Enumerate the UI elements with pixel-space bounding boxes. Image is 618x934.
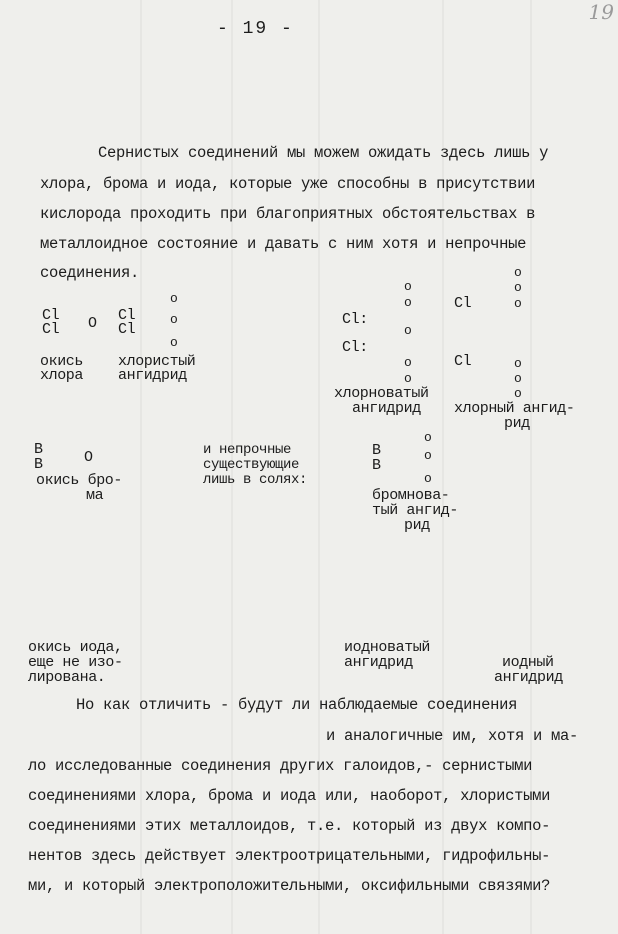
formula-cl2o3-cl-bottom: Cl (118, 321, 136, 338)
closing-line-2: и аналогичные им, хотя и ма- (326, 727, 579, 745)
intro-line-3: кислорода проходить при благоприятных обстоятельствах в (40, 205, 536, 223)
intro-line-1: Сернистых соединений мы можем ожидать здесь лишь у (98, 144, 549, 162)
formula-br2o5-b-bottom: B (372, 457, 381, 474)
formula-br2o-b-top: B (34, 441, 43, 458)
formula-cl2o-cl-bottom: Cl (42, 321, 60, 338)
label-perchloric-anhydride-1: хлорный ангид- (454, 400, 575, 417)
formula-cl2o3-o-3: o (170, 335, 178, 350)
closing-line-1: Но как отличить - будут ли наблюдаемые соединения (76, 696, 518, 714)
formula-cl2o5-cl-top: Cl: (342, 311, 368, 328)
label-chlorous-anhydride-2: ангидрид (118, 367, 187, 384)
label-iodine-oxide-2: еще не изо- (28, 654, 123, 671)
intro-line-5: соединения. (40, 264, 140, 282)
label-bromine-oxide-1: окись бро- (36, 472, 123, 489)
label-unstable-salts-1: и непрочные (203, 442, 292, 458)
label-bromic-anhydride-1: бромнова- (372, 487, 450, 504)
formula-cl2o7-o-6: o (514, 386, 522, 401)
label-chlorous-anhydride-1: хлористый (118, 353, 196, 370)
formula-br2o5-o-2: o (424, 448, 432, 463)
formula-cl2o5-o-1: o (404, 279, 412, 294)
label-periodic-anhydride-2: ангидрид (494, 669, 563, 686)
formula-cl2o5-o-2: o (404, 295, 412, 310)
formula-cl2o7-o-5: o (514, 371, 522, 386)
formula-cl2o3-o-1: o (170, 291, 178, 306)
formula-cl2o7-o-4: o (514, 356, 522, 371)
formula-br2o-b-bottom: B (34, 456, 43, 473)
label-chlorine-oxide-2: хлора (40, 367, 84, 384)
intro-line-4: металлоидное состояние и давать с ним хотя и непрочные (40, 235, 527, 253)
label-chloric-anhydride-1: хлорноватый (334, 385, 429, 402)
formula-cl2o7-cl-top: Cl (454, 295, 472, 312)
closing-line-7: ми, и который электроположительными, оксифильными связями? (28, 877, 551, 895)
formula-br2o5-b-top: B (372, 442, 381, 459)
formula-cl2o3-o-2: o (170, 312, 178, 327)
formula-br2o5-o-3: o (424, 471, 432, 486)
label-bromic-anhydride-2: тый ангид- (372, 502, 459, 519)
formula-cl2o7-o-3: o (514, 296, 522, 311)
formula-cl2o5-o-3: o (404, 323, 412, 338)
page-number: - 19 - (217, 19, 294, 39)
closing-line-6: нентов здесь действует электроотрицательными, гидрофильны- (28, 847, 551, 865)
formula-cl2o5-cl-bottom: Cl: (342, 339, 368, 356)
label-perchloric-anhydride-2: рид (504, 415, 530, 432)
label-bromic-anhydride-3: рид (404, 517, 430, 534)
label-unstable-salts-2: существующие (203, 457, 300, 473)
closing-line-5: соединениями этих металлоидов, т.е. который из двух компо- (28, 817, 551, 835)
label-periodic-anhydride-1: иодный (502, 654, 554, 671)
closing-line-4: соединениями хлора, брома и иода или, наоборот, хлористыми (28, 787, 551, 805)
formula-cl2o5-o-5: o (404, 371, 412, 386)
label-iodine-oxide-1: окись иода, (28, 639, 123, 656)
intro-line-2: хлора, брома и иода, которые уже способны в присутствии (40, 175, 536, 193)
label-bromine-oxide-2: ма (86, 487, 104, 504)
label-iodic-anhydride-2: ангидрид (344, 654, 413, 671)
label-iodic-anhydride-1: иодноватый (344, 639, 431, 656)
label-unstable-salts-3: лишь в солях: (203, 472, 308, 488)
corner-page-mark: 19 (588, 0, 614, 24)
label-chloric-anhydride-2: ангидрид (352, 400, 421, 417)
formula-br2o5-o-1: o (424, 430, 432, 445)
formula-br2o-oxygen: O (84, 449, 93, 466)
formula-cl2o-cl-top: Cl (42, 307, 60, 324)
label-chlorine-oxide-1: окись (40, 353, 84, 370)
label-iodine-oxide-3: лирована. (28, 669, 106, 686)
formula-cl2o7-o-1: o (514, 265, 522, 280)
formula-cl2o7-cl-bottom: Cl (454, 353, 472, 370)
formula-cl2o3-cl-top: Cl (118, 307, 136, 324)
formula-cl2o7-o-2: o (514, 280, 522, 295)
formula-cl2o5-o-4: o (404, 355, 412, 370)
formula-cl2o-oxygen: O (88, 315, 97, 332)
closing-line-3: ло исследованные соединения других галоидов,- сернистыми (28, 757, 533, 775)
